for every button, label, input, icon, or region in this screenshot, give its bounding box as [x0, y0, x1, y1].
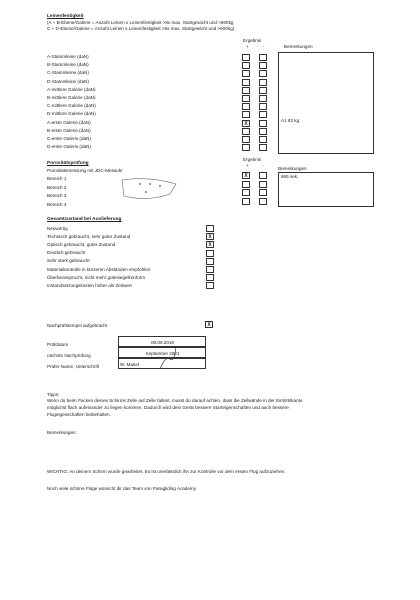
- signature-scribble: [150, 345, 184, 371]
- leinen-note: A1 82 kg: [281, 118, 300, 123]
- porositaet-minus-checkbox[interactable]: [259, 198, 267, 205]
- porositaet-minus-checkbox[interactable]: [259, 172, 267, 179]
- leinen-row-label: C-erste Galerie (daN): [47, 136, 91, 141]
- leinen-title: Leinenfestigkeit: [47, 14, 84, 19]
- leinen-row-label: D-Stammleine (daN): [47, 78, 89, 84]
- porositaet-bemerkungen-header: Bemerkungen: [278, 166, 307, 171]
- pruefer-label: Prüfer Name, Unterschrift: [47, 364, 100, 369]
- porositaet-sub: Porositätsmessung mit JDC-Messuhr: [47, 168, 123, 173]
- porositaet-title: Porositätsprüfung: [47, 161, 89, 166]
- pruefdatum-field[interactable]: 09.09.2019: [118, 336, 206, 347]
- leinen-plus-checkbox[interactable]: [242, 136, 250, 143]
- leinen-row-label: C-Stammleine (daN): [47, 70, 89, 76]
- gesamt-checkbox[interactable]: X: [206, 241, 214, 248]
- porositaet-row-label: Bereich 1: [47, 176, 67, 181]
- leinen-minus-checkbox[interactable]: [259, 62, 267, 69]
- porositaet-ergebnis-header: Ergebnis: [243, 157, 262, 162]
- porositaet-row-label: Bereich 4: [47, 201, 67, 207]
- gesamt-row-label: Instandsetzungskosten höher als Zeitwert: [47, 282, 132, 288]
- gesamt-checkbox[interactable]: [206, 282, 214, 289]
- gesamt-checkbox[interactable]: [206, 225, 214, 232]
- leinen-row-label: C-mittlere Galerie (daN): [47, 103, 96, 109]
- leinen-row-label: D-mittlere Galerie (daN): [47, 111, 96, 117]
- porositaet-plus-checkbox[interactable]: [242, 198, 250, 205]
- leinen-minus-checkbox[interactable]: [259, 95, 267, 102]
- leinen-bemerkungen-header: Bemerkungen: [284, 44, 313, 49]
- leinen-minus-checkbox[interactable]: [259, 70, 267, 77]
- wichtig-text: WICHTIG: An deinem Schirm wurde gearbeitet. Es ist unerlässlich ihn zur Kontrolle vor dem ersten Flug aufzuziehen.: [47, 469, 286, 474]
- gesamt-checkbox[interactable]: [206, 266, 214, 273]
- pruefer-field[interactable]: W. Maset: [118, 358, 206, 369]
- tipps-title: Tipps:: [47, 392, 60, 397]
- gesamt-checkbox[interactable]: X: [206, 233, 214, 240]
- leinen-formula-cd: C + D-Ebene/Galerie = Anzahl Leinen x Leinenfestigkeit >6x max. Startgewicht und >600kg): [47, 26, 235, 31]
- porositaet-minus-header: -: [263, 163, 265, 168]
- leinen-plus-checkbox[interactable]: X: [242, 120, 250, 127]
- pruefdatum-label: Prüfdatum: [47, 342, 69, 347]
- gesamt-checkbox[interactable]: [206, 250, 214, 257]
- leinen-plus-checkbox[interactable]: [242, 111, 250, 118]
- porositaet-row-label: Bereich 2: [47, 184, 67, 190]
- leinen-row-label: B-erste Galerie (daN): [47, 127, 91, 133]
- bemerkungen-label: Bemerkungen:: [47, 430, 77, 435]
- leinen-row-label: A-Stammleine (daN): [47, 54, 89, 59]
- leinen-minus-checkbox[interactable]: [259, 87, 267, 94]
- leinen-minus-checkbox[interactable]: [259, 144, 267, 151]
- gesamt-checkbox[interactable]: [206, 274, 214, 281]
- gesamt-row-label: Optisch gebraucht, guter Zustand: [47, 241, 116, 247]
- leinen-minus-header: -: [263, 44, 265, 49]
- porositaet-minus-checkbox[interactable]: [259, 181, 267, 188]
- leinen-row-label: A-erste Galerie (daN): [47, 119, 91, 125]
- leinen-plus-checkbox[interactable]: [242, 70, 250, 77]
- naechste-field[interactable]: September 2021: [118, 347, 206, 358]
- porositaet-plus-checkbox[interactable]: X: [242, 172, 250, 179]
- porositaet-plus-checkbox[interactable]: [242, 181, 250, 188]
- leinen-minus-checkbox[interactable]: [259, 111, 267, 118]
- leinen-plus-checkbox[interactable]: [242, 87, 250, 94]
- leinen-plus-header: +: [246, 44, 249, 49]
- stempel-label: Nachprüfstempel aufgebracht: [47, 323, 108, 328]
- leinen-plus-checkbox[interactable]: [242, 128, 250, 135]
- porositaet-row-label: Bereich 3: [47, 193, 67, 198]
- porositaet-plus-header: +: [246, 163, 249, 168]
- leinen-minus-checkbox[interactable]: [259, 128, 267, 135]
- leinen-plus-checkbox[interactable]: [242, 79, 250, 86]
- gruss-text: Noch viele schöne Flüge wünscht dir das Team von Paragliding Academy: [47, 486, 197, 491]
- leinen-plus-checkbox[interactable]: [242, 54, 250, 61]
- naechste-label: nächste Nachprüfung: [47, 353, 91, 358]
- porositaet-plus-checkbox[interactable]: [242, 189, 250, 196]
- gesamt-row-label: Technisch gebraucht, sehr guter Zustand: [47, 233, 131, 239]
- gesamt-checkbox[interactable]: [206, 258, 214, 265]
- leinen-row-label: A-mittlere Galerie (daN): [47, 86, 96, 92]
- leinen-minus-checkbox[interactable]: [259, 120, 267, 127]
- leinen-formula-ab: (A + B-Ebene/Galerie = Anzahl Leinen x Leinenfestigkeit >8x max. Startgewicht und >800kg: [47, 20, 234, 25]
- leinen-minus-checkbox[interactable]: [259, 79, 267, 86]
- tipps-line-3: Flugeigenschaften beibehalten.: [47, 412, 111, 417]
- stempel-checkbox[interactable]: X: [205, 321, 213, 328]
- leinen-notes-box: [278, 52, 374, 154]
- leinen-ergebnis-header: Ergebnis: [243, 38, 262, 43]
- leinen-row-label: B-Stammleine (daN): [47, 62, 89, 68]
- gesamt-title: Gesamtzustand bei Auslieferung: [47, 217, 122, 222]
- gesamt-row-label: Materialkontrolle in kürzeren Abständen empfohlen: [47, 266, 151, 272]
- porositaet-note: 865 sek.: [281, 174, 299, 179]
- tipps-line-1: Wenn du beim Packen deines Schirms Zelle auf Zelle faltest, musst du darauf achten, dass die Zellwände in der Eintrittskante: [47, 398, 303, 403]
- leinen-plus-checkbox[interactable]: [242, 144, 250, 151]
- leinen-row-label: B-mittlere Galerie (daN): [47, 95, 96, 100]
- porositaet-minus-checkbox[interactable]: [259, 189, 267, 196]
- gesamt-row-label: Deutlich gebraucht: [47, 250, 86, 256]
- leinen-row-label: D-erste Galerie (daN): [47, 144, 91, 150]
- leinen-minus-checkbox[interactable]: [259, 136, 267, 143]
- gesamt-row-label: Überbeansprucht, nicht mehr gütesiegelkonform: [47, 274, 146, 280]
- gesamt-row-label: Sehr stark gebraucht: [47, 258, 90, 264]
- leinen-plus-checkbox[interactable]: [242, 95, 250, 102]
- tipps-line-2: möglichst flach aufeinander zu liegen kommen. Dadurch wird dein Gerät bessere Starteigenschaften und auch bessere: [47, 405, 289, 410]
- gesamt-row-label: Neuwertig: [47, 225, 68, 231]
- leinen-plus-checkbox[interactable]: [242, 62, 250, 69]
- leinen-minus-checkbox[interactable]: [259, 54, 267, 61]
- leinen-plus-checkbox[interactable]: [242, 103, 250, 110]
- wing-sketch-icon: [118, 176, 180, 204]
- leinen-minus-checkbox[interactable]: [259, 103, 267, 110]
